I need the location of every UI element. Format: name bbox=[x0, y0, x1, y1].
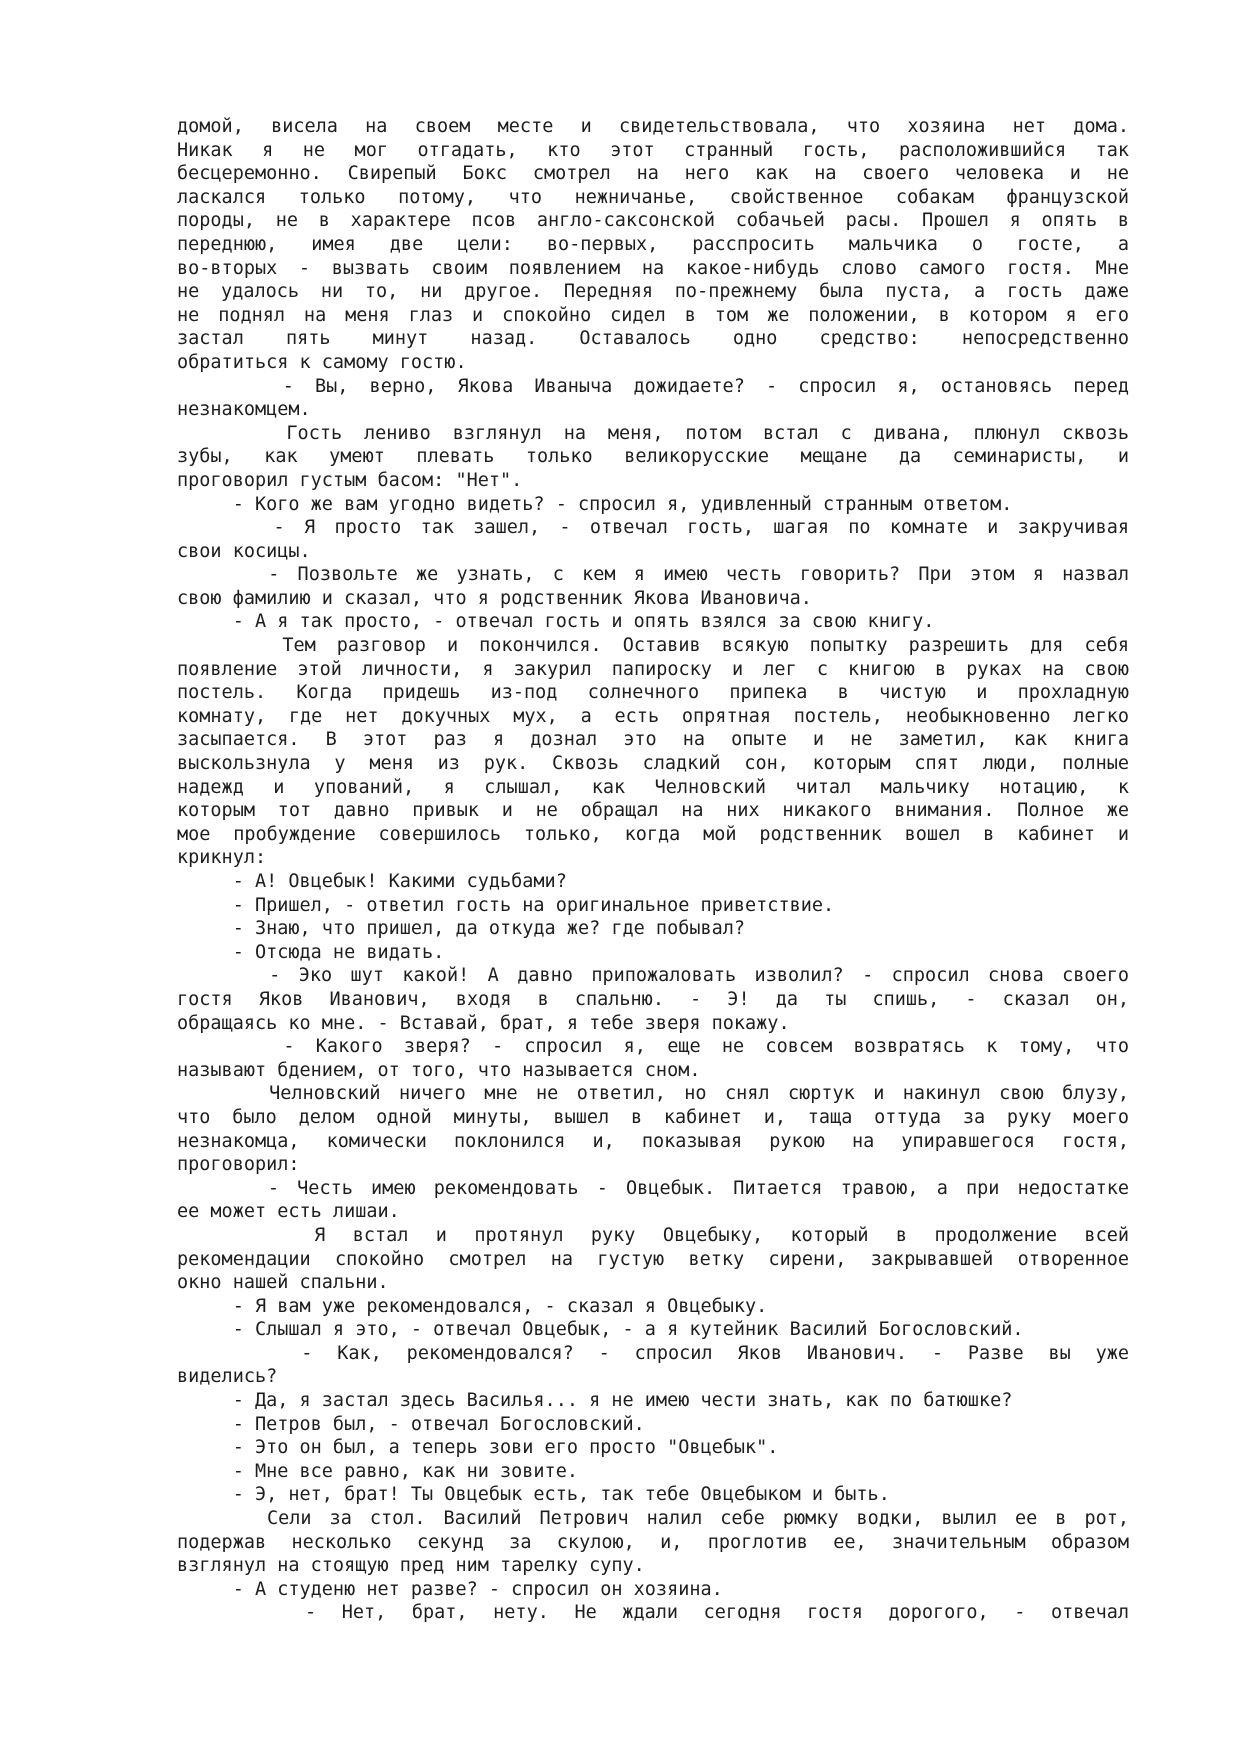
text-line: незнакомца, комически поклонился и, показывая рукою на упиравшегося гостя, bbox=[177, 1130, 1129, 1152]
text-line: которым тот давно привык и не обращал на них никакого внимания. Полное же bbox=[177, 800, 1129, 822]
text-line: Никак я не мог отгадать, кто этот странный гость, расположившийся так bbox=[177, 139, 1129, 161]
text-line: засыпается. В этот раз я дознал это на опыте и не заметил, как книга bbox=[177, 729, 1129, 751]
text-line: - Какого зверя? - спросил я, еще не совсем возвратясь к тому, что bbox=[283, 1036, 1129, 1058]
text-line: крикнул: bbox=[177, 847, 267, 869]
text-line: ласкался только потому, что нежничанье, свойственное собакам французской bbox=[177, 186, 1129, 208]
text-line: - Мне все равно, как ни зовите. bbox=[177, 1460, 578, 1482]
text-line: - Это он был, а теперь зови его просто "Овцебык". bbox=[177, 1437, 779, 1459]
text-line: незнакомцем. bbox=[177, 399, 311, 421]
text-line: во-вторых - вызвать своим появлением на какое-нибудь слово самого гостя. Мне bbox=[177, 257, 1129, 279]
text-line: застал пять минут назад. Оставалось одно средство: непосредственно bbox=[177, 328, 1129, 350]
text-line: обратиться к самому гостю. bbox=[177, 351, 467, 373]
text-line: Тем разговор и покончился. Оставив всякую попытку разрешить для себя bbox=[282, 635, 1129, 657]
text-line: не удалось ни то, ни другое. Передняя по-прежнему была пуста, а гость даже bbox=[177, 281, 1129, 303]
text-line: комнату, где нет докучных мух, а есть опрятная постель, необыкновенно легко bbox=[177, 705, 1129, 727]
text-line: - А! Овцебык! Какими судьбами? bbox=[177, 871, 567, 892]
text-line: породы, не в характере псов англо-саксонской собачьей расы. Прошел я опять в bbox=[177, 210, 1129, 232]
text-line: свои косицы. bbox=[177, 540, 311, 562]
text-line: - Знаю, что пришел, да откуда же? где побывал? bbox=[177, 918, 746, 940]
text-line: - Честь имею рекомендовать - Овцебык. Питается травою, а при недостатке bbox=[267, 1177, 1129, 1199]
text-line: Гость лениво взглянул на меня, потом встал с дивана, плюнул сквозь bbox=[286, 422, 1129, 444]
text-line: взглянул на стоящую пред ним тарелку супу. bbox=[177, 1555, 645, 1577]
text-line: зубы, как умеют плевать только великорусские мещане да семинаристы, и bbox=[177, 446, 1129, 468]
text-line: - Пришел, - ответил гость на оригинальное приветствие. bbox=[177, 894, 835, 916]
text-line: гостя Яков Иванович, входя в спальню. - Э! да ты спишь, - сказал он, bbox=[177, 988, 1129, 1010]
text-line: - Как, рекомендовался? - спросил Яков Иванович. - Разве вы уже bbox=[301, 1342, 1129, 1364]
text-line: - Вы, верно, Якова Иваныча дожидаете? - спросил я, остановясь перед bbox=[282, 375, 1129, 397]
text-line: - А студеню нет разве? - спросил он хозяина. bbox=[177, 1578, 723, 1600]
text-line: ее может есть лишаи. bbox=[177, 1201, 400, 1223]
text-line: свою фамилию и сказал, что я родственник Якова Ивановича. bbox=[177, 587, 812, 609]
text-line: - Отсюда не видать. bbox=[177, 941, 445, 963]
text-line: - Я вам уже рекомендовался, - сказал я Овцебыку. bbox=[177, 1295, 768, 1317]
text-line: - Петров был, - отвечал Богословский. bbox=[177, 1413, 645, 1435]
text-line: что было делом одной минуты, вышел в кабинет и, таща оттуда за руку моего bbox=[177, 1106, 1129, 1128]
text-line: обращаясь ко мне. - Вставай, брат, я тебе зверя покажу. bbox=[177, 1012, 790, 1034]
text-line: бесцеремонно. Свирепый Бокс смотрел на него как на своего человека и не bbox=[177, 163, 1129, 185]
text-line: появление этой личности, я закурил папироску и лег с книгою в руках на свою bbox=[177, 658, 1129, 680]
text-line: - Позвольте же узнать, с кем я имею честь говорить? При этом я назвал bbox=[268, 564, 1129, 586]
text-line: - Эко шут какой! А давно припожаловать изволил? - спросил снова своего bbox=[269, 965, 1129, 987]
text-line: подержав несколько секунд за скулою, и, проглотив ее, значительным образом bbox=[177, 1531, 1129, 1553]
document-page bbox=[177, 115, 1129, 1625]
text-line: мое пробуждение совершилось только, когда мой родственник вошел в кабинет и bbox=[177, 823, 1129, 845]
text-line: - Я просто так зашел, - отвечал гость, шагая по комнате и закручивая bbox=[273, 517, 1129, 539]
text-line: - А я так просто, - отвечал гость и опять взялся за свою книгу. bbox=[177, 611, 935, 633]
text-line: выскользнула у меня из рук. Сквозь сладкий сон, которым спят люди, полные bbox=[177, 753, 1129, 775]
text-line: домой, висела на своем месте и свидетельствовала, что хозяина нет дома. bbox=[177, 116, 1129, 137]
text-line: называют бдением, от того, что называется сном. bbox=[177, 1059, 701, 1081]
text-line: проговорил густым басом: "Нет". bbox=[177, 469, 523, 491]
text-line: Я встал и протянул руку Овцебыку, который в продолжение всей bbox=[314, 1224, 1129, 1246]
text-line: Челновский ничего мне не ответил, но снял сюртук и накинул свою блузу, bbox=[269, 1083, 1129, 1105]
text-line: - Э, нет, брат! Ты Овцебык есть, так тебе Овцебыком и быть. bbox=[177, 1484, 890, 1506]
text-line: не поднял на меня глаз и спокойно сидел в том же положении, в котором я его bbox=[177, 304, 1129, 326]
text-line: - Нет, брат, нету. Не ждали сегодня гостя дорогого, - отвечал bbox=[304, 1602, 1129, 1624]
text-line: рекомендации спокойно смотрел на густую ветку сирени, закрывавшей отворенное bbox=[177, 1248, 1129, 1270]
text-line: - Слышал я это, - отвечал Овцебык, - а я кутейник Василий Богословский. bbox=[177, 1319, 1024, 1341]
text-line: переднюю, имея две цели: во-первых, расспросить мальчика о госте, а bbox=[177, 233, 1129, 255]
text-line: надежд и упований, я слышал, как Челновский читал мальчику нотацию, к bbox=[177, 776, 1129, 798]
text-line: виделись? bbox=[177, 1366, 278, 1388]
text-line: проговорил: bbox=[177, 1154, 300, 1176]
text-line: - Да, я застал здесь Василья... я не имею чести знать, как по батюшке? bbox=[177, 1390, 1013, 1412]
text-line: постель. Когда придешь из-под солнечного припека в чистую и прохладную bbox=[177, 682, 1129, 704]
text-line: - Кого же вам угодно видеть? - спросил я, удивленный странным ответом. bbox=[177, 493, 1013, 515]
text-line: окно нашей спальни. bbox=[177, 1272, 389, 1294]
text-line: Сели за стол. Василий Петрович налил себе рюмку водки, вылил ее в рот, bbox=[267, 1508, 1129, 1530]
